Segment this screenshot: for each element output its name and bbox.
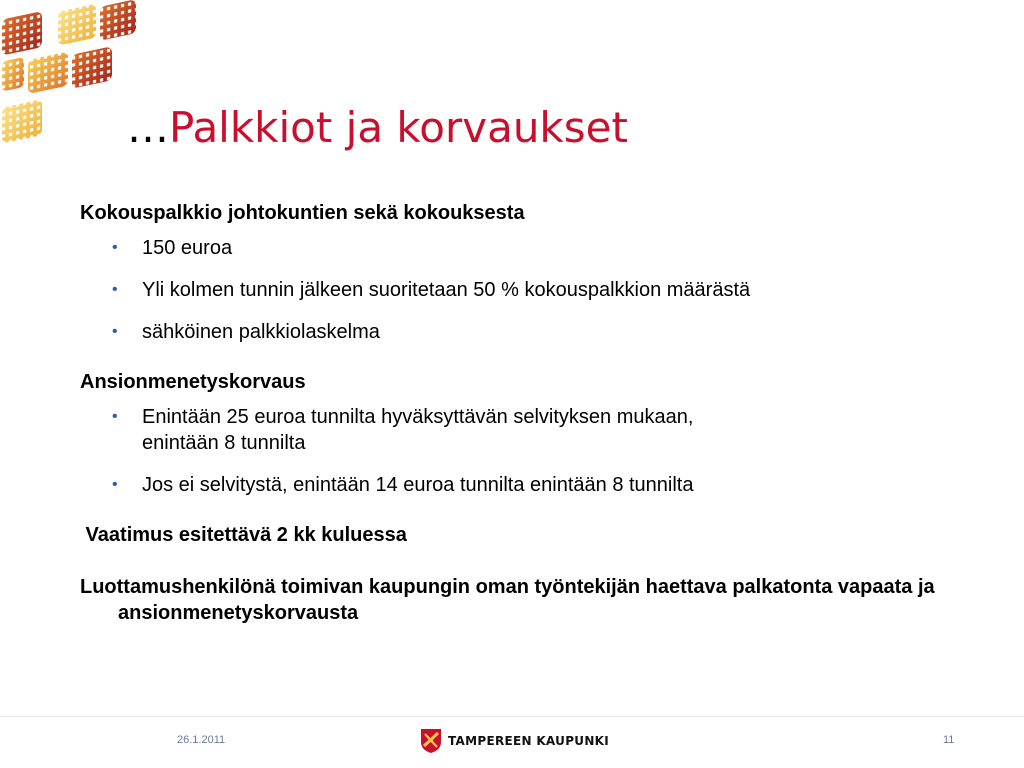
- bullet-icon: •: [112, 408, 118, 425]
- bullet-text-continued: enintään 8 tunnilta: [142, 432, 306, 454]
- section-heading: Luottamushenkilönä toimivan kaupungin oman työntekijän haettava palkatonta vapaata ja ansionmenetyskorvausta: [80, 576, 935, 624]
- bullet-list: [80, 404, 980, 498]
- bullet-item: [80, 404, 980, 456]
- bullet-item: [80, 319, 980, 345]
- bullet-icon: •: [112, 239, 118, 256]
- bullet-list: [80, 235, 980, 345]
- section-heading: Ansionmenetyskorvaus: [80, 371, 306, 393]
- organization-name: TAMPEREEN KAUPUNKI: [448, 734, 610, 748]
- bullet-text: sähköinen palkkiolaskelma: [142, 321, 380, 343]
- corner-pattern-icon: [0, 0, 140, 145]
- slide-title: [127, 100, 628, 156]
- bullet-text: Yli kolmen tunnin jälkeen suoritetaan 50 % kokouspalkkion määrästä: [142, 279, 751, 301]
- slide-content: [80, 200, 980, 626]
- footer-logo: [420, 728, 609, 754]
- bullet-icon: •: [112, 323, 118, 340]
- bullet-text: Enintään 25 euroa tunnilta hyväksyttävän selvityksen mukaan,: [142, 406, 694, 428]
- page-number: 11: [943, 734, 955, 746]
- footer-date: 26.1.2011: [177, 734, 226, 746]
- bullet-text: Jos ei selvitystä, enintään 14 euroa tunnilta enintään 8 tunnilta: [142, 474, 694, 496]
- bullet-icon: •: [112, 476, 118, 493]
- title-text: Palkkiot ja korvaukset: [169, 103, 628, 152]
- footer-divider: [0, 716, 1024, 717]
- tampere-crest-icon: [420, 728, 442, 754]
- bullet-item: [80, 235, 980, 261]
- section-heading: Vaatimus esitettävä 2 kk kuluessa: [80, 524, 407, 546]
- section-heading: Kokouspalkkio johtokuntien sekä kokouksesta: [80, 202, 525, 224]
- bullet-text: 150 euroa: [142, 237, 233, 259]
- bullet-item: [80, 277, 980, 303]
- bullet-item: [80, 472, 980, 498]
- bullet-icon: •: [112, 281, 118, 298]
- title-prefix: …: [127, 103, 169, 152]
